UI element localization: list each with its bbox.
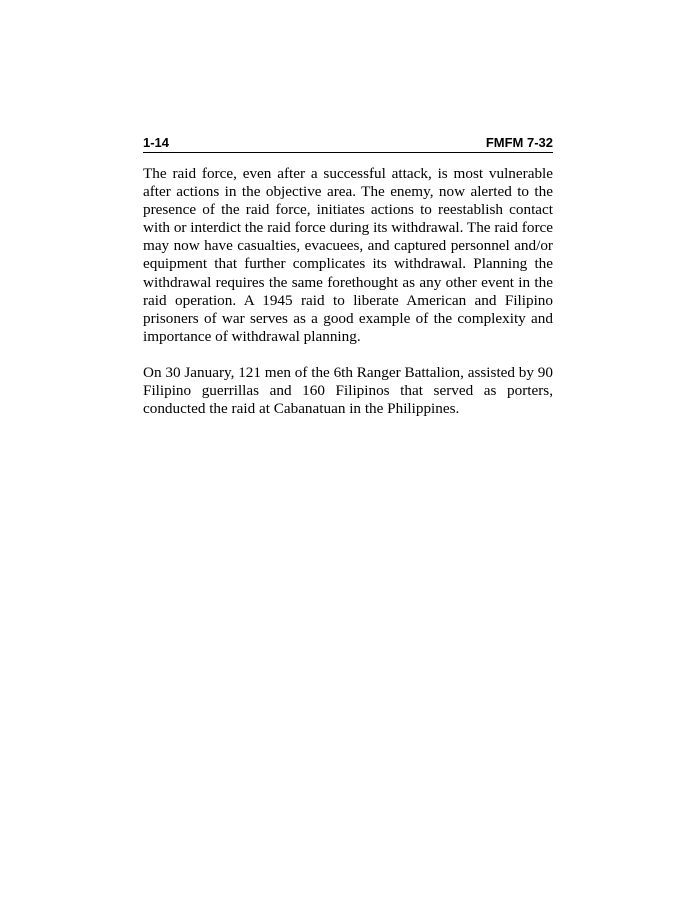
paragraph-withdrawal-vulnerability: The raid force, even after a successful attack, is most vulnerable after actions in the objective area. The enemy, now alerted to the presence of the raid force, initiates actions to reestablish contact with or interdict the raid force during its withdrawal. The raid force may now have casualties, evacuees, and captured personnel and/or equipment that further complicates its withdrawal. Planning the withdrawal requires the same forethought as any other event in the raid operation. A 1945 raid to liberate American and Filipino prisoners of war serves as a good example of the complexity and importance of withdrawal planning. bbox=[143, 165, 553, 345]
document-id: FMFM 7-32 bbox=[485, 135, 553, 150]
page-header bbox=[143, 134, 553, 153]
page-number: 1-14 bbox=[143, 135, 170, 150]
paragraph-cabanatuan-raid: On 30 January, 121 men of the 6th Ranger Battalion, assisted by 90 Filipino guerrillas and 160 Filipinos that served as porters, conducted the raid at Cabanatuan in the Philippines. bbox=[143, 363, 553, 418]
body-text bbox=[143, 165, 553, 418]
